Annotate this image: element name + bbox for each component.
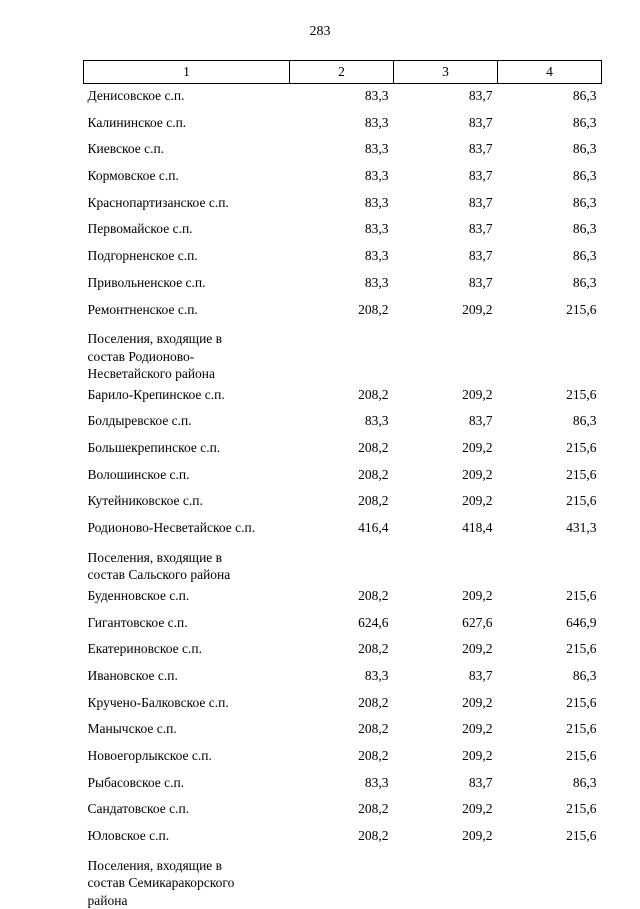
value-col-2: 83,3 bbox=[290, 111, 394, 138]
value-col-3: 209,2 bbox=[394, 298, 498, 325]
group-heading-line: Поселения, входящие в bbox=[88, 330, 602, 348]
value-col-3: 209,2 bbox=[394, 383, 498, 410]
table-row bbox=[84, 191, 602, 218]
settlement-name: Рыбасовское с.п. bbox=[84, 771, 290, 798]
value-col-2: 624,6 bbox=[290, 611, 394, 638]
value-col-3: 83,7 bbox=[394, 664, 498, 691]
value-col-4: 215,6 bbox=[498, 797, 602, 824]
group-heading-row bbox=[84, 851, 602, 909]
group-heading bbox=[84, 324, 602, 383]
settlement-name: Кручено-Балковское с.п. bbox=[84, 691, 290, 718]
page-number: 283 bbox=[0, 24, 640, 40]
table-row bbox=[84, 463, 602, 490]
group-heading bbox=[84, 543, 602, 584]
value-col-4: 215,6 bbox=[498, 436, 602, 463]
settlement-name: Ремонтненское с.п. bbox=[84, 298, 290, 325]
settlement-name: Сандатовское с.п. bbox=[84, 797, 290, 824]
table-row bbox=[84, 664, 602, 691]
settlement-name: Подгорненское с.п. bbox=[84, 244, 290, 271]
value-col-3: 83,7 bbox=[394, 217, 498, 244]
value-col-3: 209,2 bbox=[394, 584, 498, 611]
header-cell-4: 4 bbox=[498, 61, 602, 84]
settlement-name: Барило-Крепинское с.п. bbox=[84, 383, 290, 410]
value-col-2: 83,3 bbox=[290, 137, 394, 164]
table-row bbox=[84, 611, 602, 638]
value-col-3: 83,7 bbox=[394, 271, 498, 298]
value-col-4: 86,3 bbox=[498, 111, 602, 138]
table-body bbox=[84, 84, 602, 909]
value-col-4: 215,6 bbox=[498, 691, 602, 718]
value-col-3: 209,2 bbox=[394, 797, 498, 824]
value-col-4: 215,6 bbox=[498, 744, 602, 771]
value-col-4: 86,3 bbox=[498, 164, 602, 191]
table-row bbox=[84, 298, 602, 325]
table-row bbox=[84, 584, 602, 611]
settlement-name: Родионово-Несветайское с.п. bbox=[84, 516, 290, 543]
value-col-4: 215,6 bbox=[498, 717, 602, 744]
value-col-2: 208,2 bbox=[290, 584, 394, 611]
table-row bbox=[84, 637, 602, 664]
table-row bbox=[84, 744, 602, 771]
value-col-2: 208,2 bbox=[290, 383, 394, 410]
settlement-name: Денисовское с.п. bbox=[84, 84, 290, 111]
group-heading-line: Поселения, входящие в bbox=[88, 857, 602, 875]
value-col-2: 208,2 bbox=[290, 797, 394, 824]
table-row bbox=[84, 771, 602, 798]
value-col-3: 209,2 bbox=[394, 744, 498, 771]
table-row bbox=[84, 244, 602, 271]
table-row bbox=[84, 516, 602, 543]
settlement-name: Калининское с.п. bbox=[84, 111, 290, 138]
group-heading-line: Поселения, входящие в bbox=[88, 549, 602, 567]
value-col-3: 83,7 bbox=[394, 84, 498, 111]
table-row bbox=[84, 691, 602, 718]
table-row bbox=[84, 217, 602, 244]
value-col-2: 208,2 bbox=[290, 298, 394, 325]
table-row bbox=[84, 717, 602, 744]
settlement-name: Привольненское с.п. bbox=[84, 271, 290, 298]
value-col-2: 208,2 bbox=[290, 463, 394, 490]
settlement-name: Новоегорлыкское с.п. bbox=[84, 744, 290, 771]
value-col-2: 208,2 bbox=[290, 744, 394, 771]
value-col-4: 215,6 bbox=[498, 383, 602, 410]
settlement-name: Ивановское с.п. bbox=[84, 664, 290, 691]
value-col-4: 86,3 bbox=[498, 191, 602, 218]
table-row bbox=[84, 383, 602, 410]
table-row bbox=[84, 797, 602, 824]
table-row bbox=[84, 436, 602, 463]
value-col-3: 83,7 bbox=[394, 771, 498, 798]
value-col-3: 627,6 bbox=[394, 611, 498, 638]
value-col-4: 86,3 bbox=[498, 271, 602, 298]
value-col-4: 86,3 bbox=[498, 244, 602, 271]
value-col-2: 83,3 bbox=[290, 84, 394, 111]
value-col-3: 209,2 bbox=[394, 436, 498, 463]
value-col-3: 209,2 bbox=[394, 637, 498, 664]
value-col-3: 83,7 bbox=[394, 137, 498, 164]
value-col-2: 208,2 bbox=[290, 637, 394, 664]
value-col-2: 208,2 bbox=[290, 436, 394, 463]
value-col-2: 83,3 bbox=[290, 191, 394, 218]
table-row bbox=[84, 409, 602, 436]
value-col-4: 215,6 bbox=[498, 824, 602, 851]
value-col-3: 209,2 bbox=[394, 824, 498, 851]
table-header bbox=[84, 61, 602, 84]
settlement-name: Киевское с.п. bbox=[84, 137, 290, 164]
group-heading-line: состав Сальского района bbox=[88, 566, 602, 584]
value-col-4: 215,6 bbox=[498, 463, 602, 490]
value-col-2: 83,3 bbox=[290, 664, 394, 691]
value-col-2: 208,2 bbox=[290, 824, 394, 851]
value-col-4: 86,3 bbox=[498, 84, 602, 111]
data-table bbox=[83, 60, 602, 909]
settlement-name: Кутейниковское с.п. bbox=[84, 489, 290, 516]
settlement-name: Волошинское с.п. bbox=[84, 463, 290, 490]
settlement-name: Манычское с.п. bbox=[84, 717, 290, 744]
value-col-4: 215,6 bbox=[498, 637, 602, 664]
header-cell-2: 2 bbox=[290, 61, 394, 84]
value-col-3: 418,4 bbox=[394, 516, 498, 543]
value-col-2: 83,3 bbox=[290, 409, 394, 436]
settlement-name: Гигантовское с.п. bbox=[84, 611, 290, 638]
value-col-4: 86,3 bbox=[498, 409, 602, 436]
value-col-4: 215,6 bbox=[498, 298, 602, 325]
settlement-name: Буденновское с.п. bbox=[84, 584, 290, 611]
settlement-name: Большекрепинское с.п. bbox=[84, 436, 290, 463]
group-heading-line: района bbox=[88, 892, 602, 909]
table-row bbox=[84, 489, 602, 516]
header-cell-1: 1 bbox=[84, 61, 290, 84]
value-col-4: 431,3 bbox=[498, 516, 602, 543]
value-col-2: 208,2 bbox=[290, 489, 394, 516]
value-col-4: 86,3 bbox=[498, 771, 602, 798]
value-col-2: 83,3 bbox=[290, 244, 394, 271]
value-col-3: 83,7 bbox=[394, 164, 498, 191]
value-col-4: 646,9 bbox=[498, 611, 602, 638]
value-col-3: 209,2 bbox=[394, 489, 498, 516]
header-row bbox=[84, 61, 602, 84]
value-col-2: 83,3 bbox=[290, 771, 394, 798]
group-heading-row bbox=[84, 543, 602, 584]
group-heading-line: состав Родионово- bbox=[88, 348, 602, 366]
value-col-2: 83,3 bbox=[290, 217, 394, 244]
value-col-3: 83,7 bbox=[394, 244, 498, 271]
table-row bbox=[84, 164, 602, 191]
value-col-4: 215,6 bbox=[498, 489, 602, 516]
value-col-2: 208,2 bbox=[290, 717, 394, 744]
header-cell-3: 3 bbox=[394, 61, 498, 84]
table-row bbox=[84, 111, 602, 138]
settlement-name: Юловское с.п. bbox=[84, 824, 290, 851]
settlement-name: Болдыревское с.п. bbox=[84, 409, 290, 436]
value-col-2: 208,2 bbox=[290, 691, 394, 718]
value-col-2: 83,3 bbox=[290, 271, 394, 298]
value-col-4: 86,3 bbox=[498, 137, 602, 164]
value-col-3: 209,2 bbox=[394, 463, 498, 490]
group-heading-row bbox=[84, 324, 602, 383]
value-col-3: 209,2 bbox=[394, 717, 498, 744]
settlement-name: Первомайское с.п. bbox=[84, 217, 290, 244]
table-row bbox=[84, 824, 602, 851]
group-heading bbox=[84, 851, 602, 909]
value-col-2: 416,4 bbox=[290, 516, 394, 543]
value-col-3: 83,7 bbox=[394, 111, 498, 138]
table-row bbox=[84, 137, 602, 164]
group-heading-line: Несветайского района bbox=[88, 365, 602, 383]
settlement-name: Кормовское с.п. bbox=[84, 164, 290, 191]
value-col-4: 86,3 bbox=[498, 664, 602, 691]
table-row bbox=[84, 271, 602, 298]
settlement-name: Краснопартизанское с.п. bbox=[84, 191, 290, 218]
value-col-4: 215,6 bbox=[498, 584, 602, 611]
table-row bbox=[84, 84, 602, 111]
value-col-3: 83,7 bbox=[394, 191, 498, 218]
value-col-3: 83,7 bbox=[394, 409, 498, 436]
settlement-name: Екатериновское с.п. bbox=[84, 637, 290, 664]
group-heading-line: состав Семикаракорского bbox=[88, 874, 602, 892]
value-col-2: 83,3 bbox=[290, 164, 394, 191]
value-col-3: 209,2 bbox=[394, 691, 498, 718]
value-col-4: 86,3 bbox=[498, 217, 602, 244]
